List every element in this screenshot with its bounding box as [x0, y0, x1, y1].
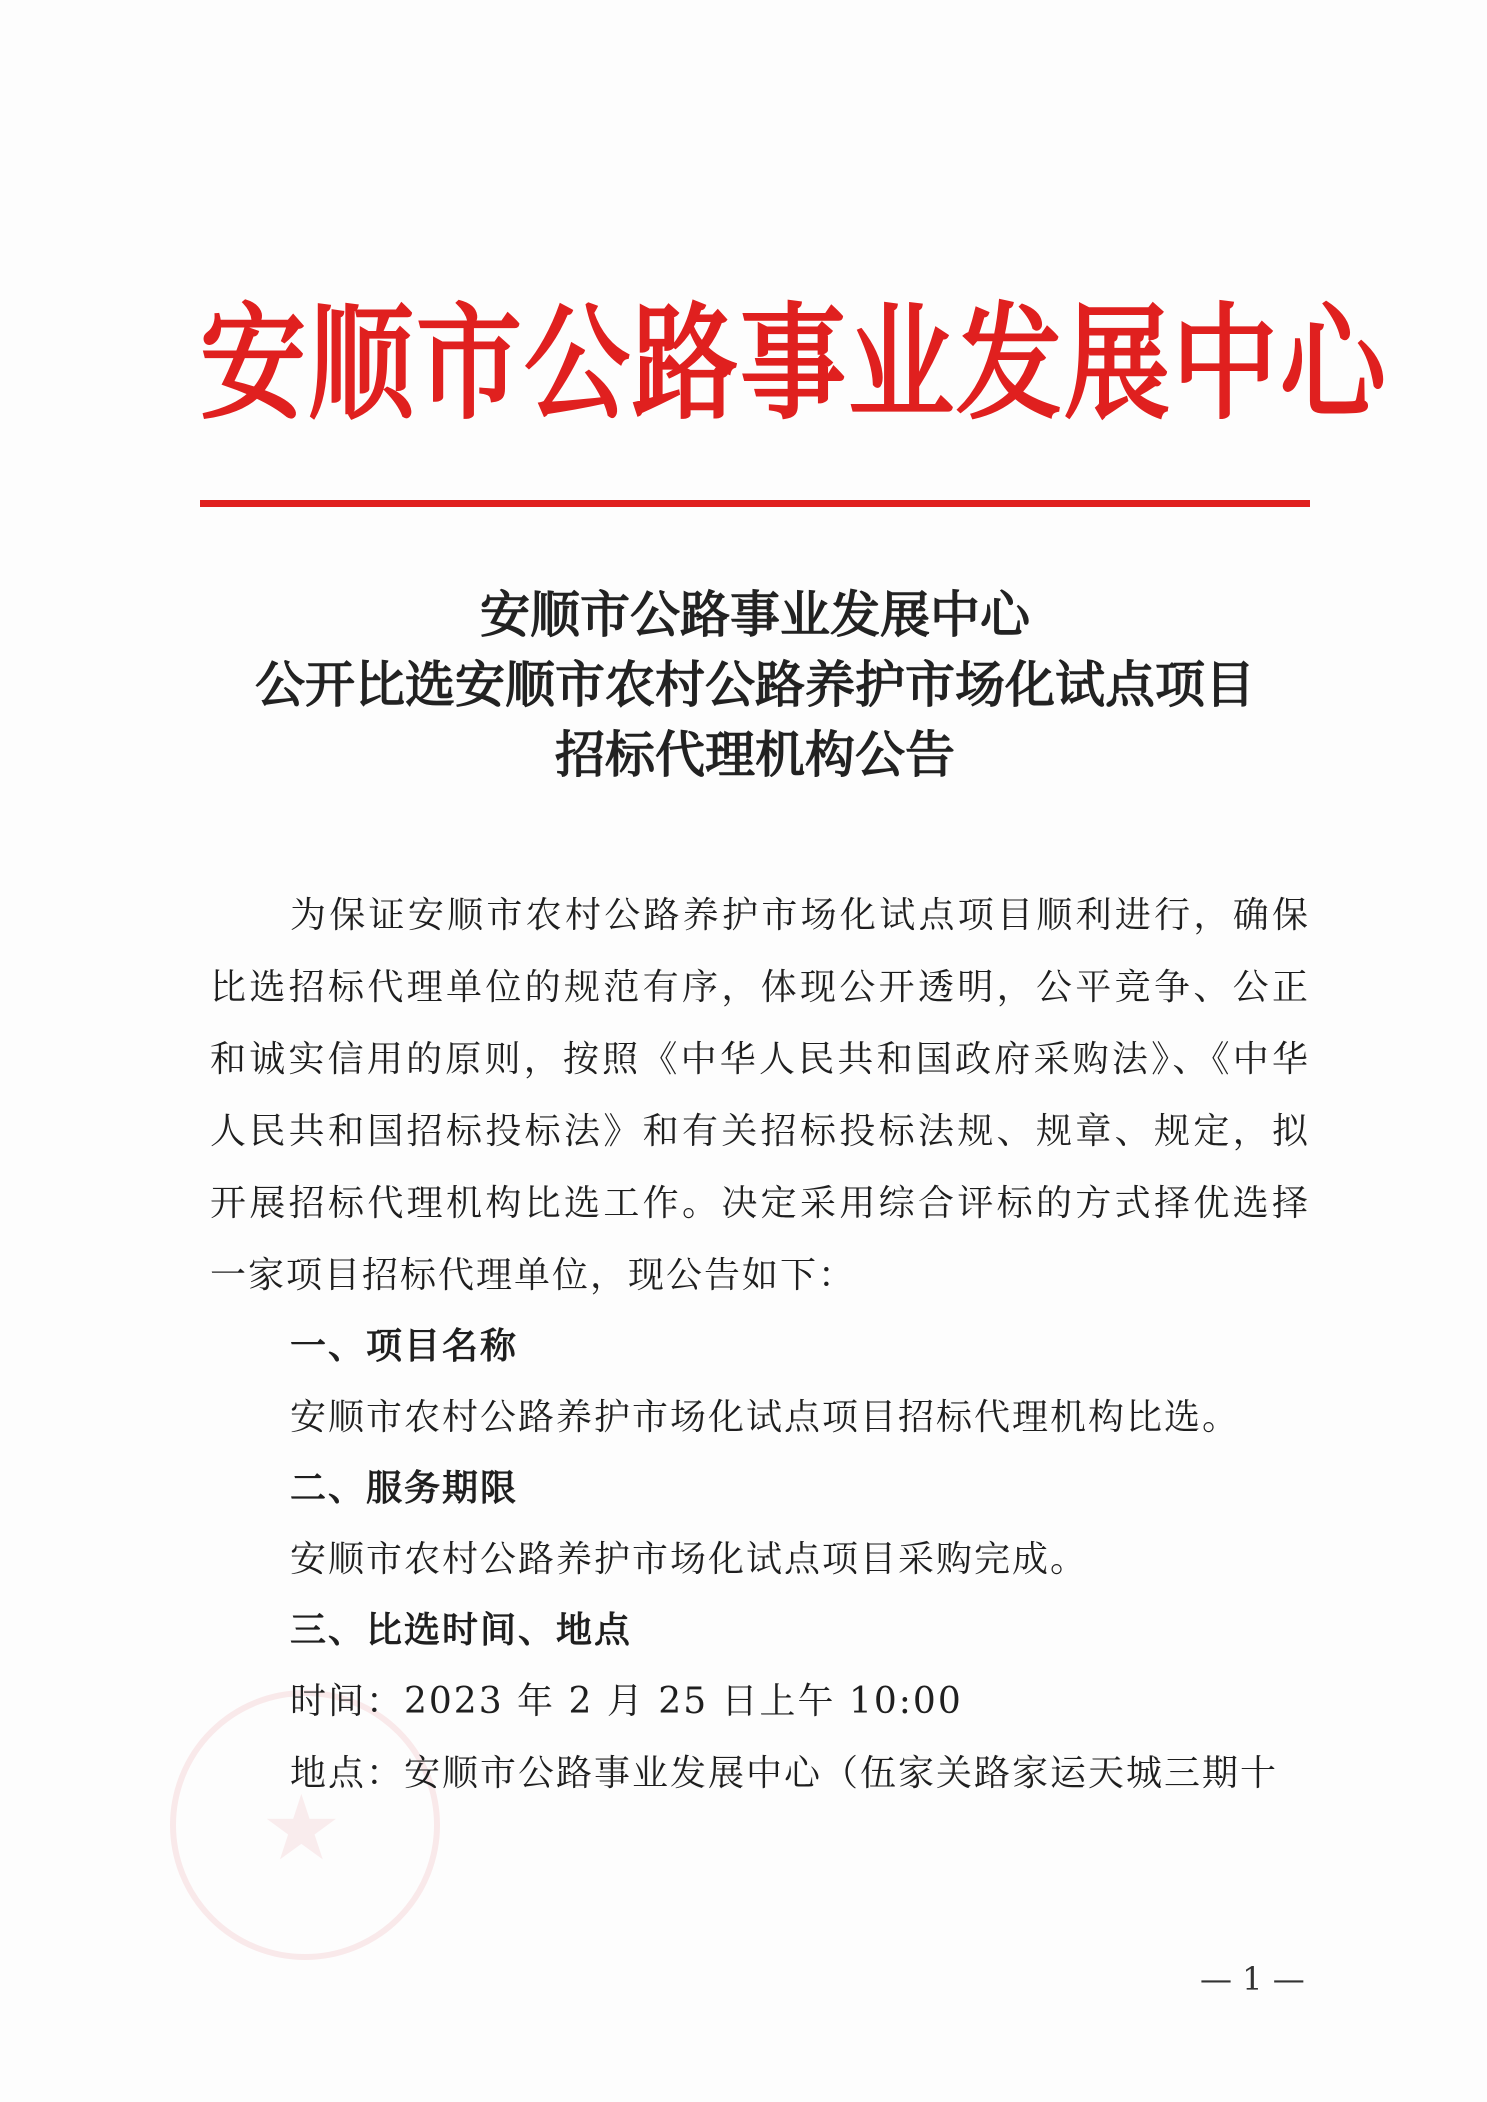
section-text-3-location: 地点：安顺市公路事业发展中心（伍家关路家运天城三期十	[290, 1753, 1279, 1794]
document-body	[210, 880, 1310, 1810]
section-heading-3: 三、比选时间、地点	[290, 1610, 633, 1651]
org-header: 安顺市公路事业发展中心	[200, 291, 1388, 437]
title-line-2: 公开比选安顺市农村公路养护市场化试点项目	[255, 655, 1255, 714]
intro-paragraph: 为保证安顺市农村公路养护市场化试点项目顺利进行，确保比选招标代理单位的规范有序，体现公开透明，公平竞争、公正和诚实信用的原则，按照《中华人民共和国政府采购法》、《中华人民共和国招标投标法》和有关招标投标法规、规章、规定，拟开展招标代理机构比选工作。决定采用综合评标的方式择优选择一家项目招标代理单位，现公告如下：	[210, 895, 1310, 1296]
header-divider	[200, 500, 1310, 507]
title-line-3: 招标代理机构公告	[555, 725, 955, 784]
document-title	[160, 580, 1350, 790]
section-heading-2: 二、服务期限	[290, 1468, 519, 1509]
page-number: — 1 —	[1200, 1960, 1305, 1998]
section-heading-1: 一、项目名称	[290, 1326, 519, 1367]
title-line-1: 安顺市公路事业发展中心	[480, 585, 1030, 644]
section-text-2: 安顺市农村公路养护市场化试点项目采购完成。	[290, 1539, 1089, 1580]
section-text-1: 安顺市农村公路养护市场化试点项目招标代理机构比选。	[290, 1397, 1241, 1438]
section-text-3-time: 时间：2023 年 2 月 25 日上午 10:00	[290, 1681, 963, 1722]
seal-star-icon: ★	[261, 1776, 342, 1881]
